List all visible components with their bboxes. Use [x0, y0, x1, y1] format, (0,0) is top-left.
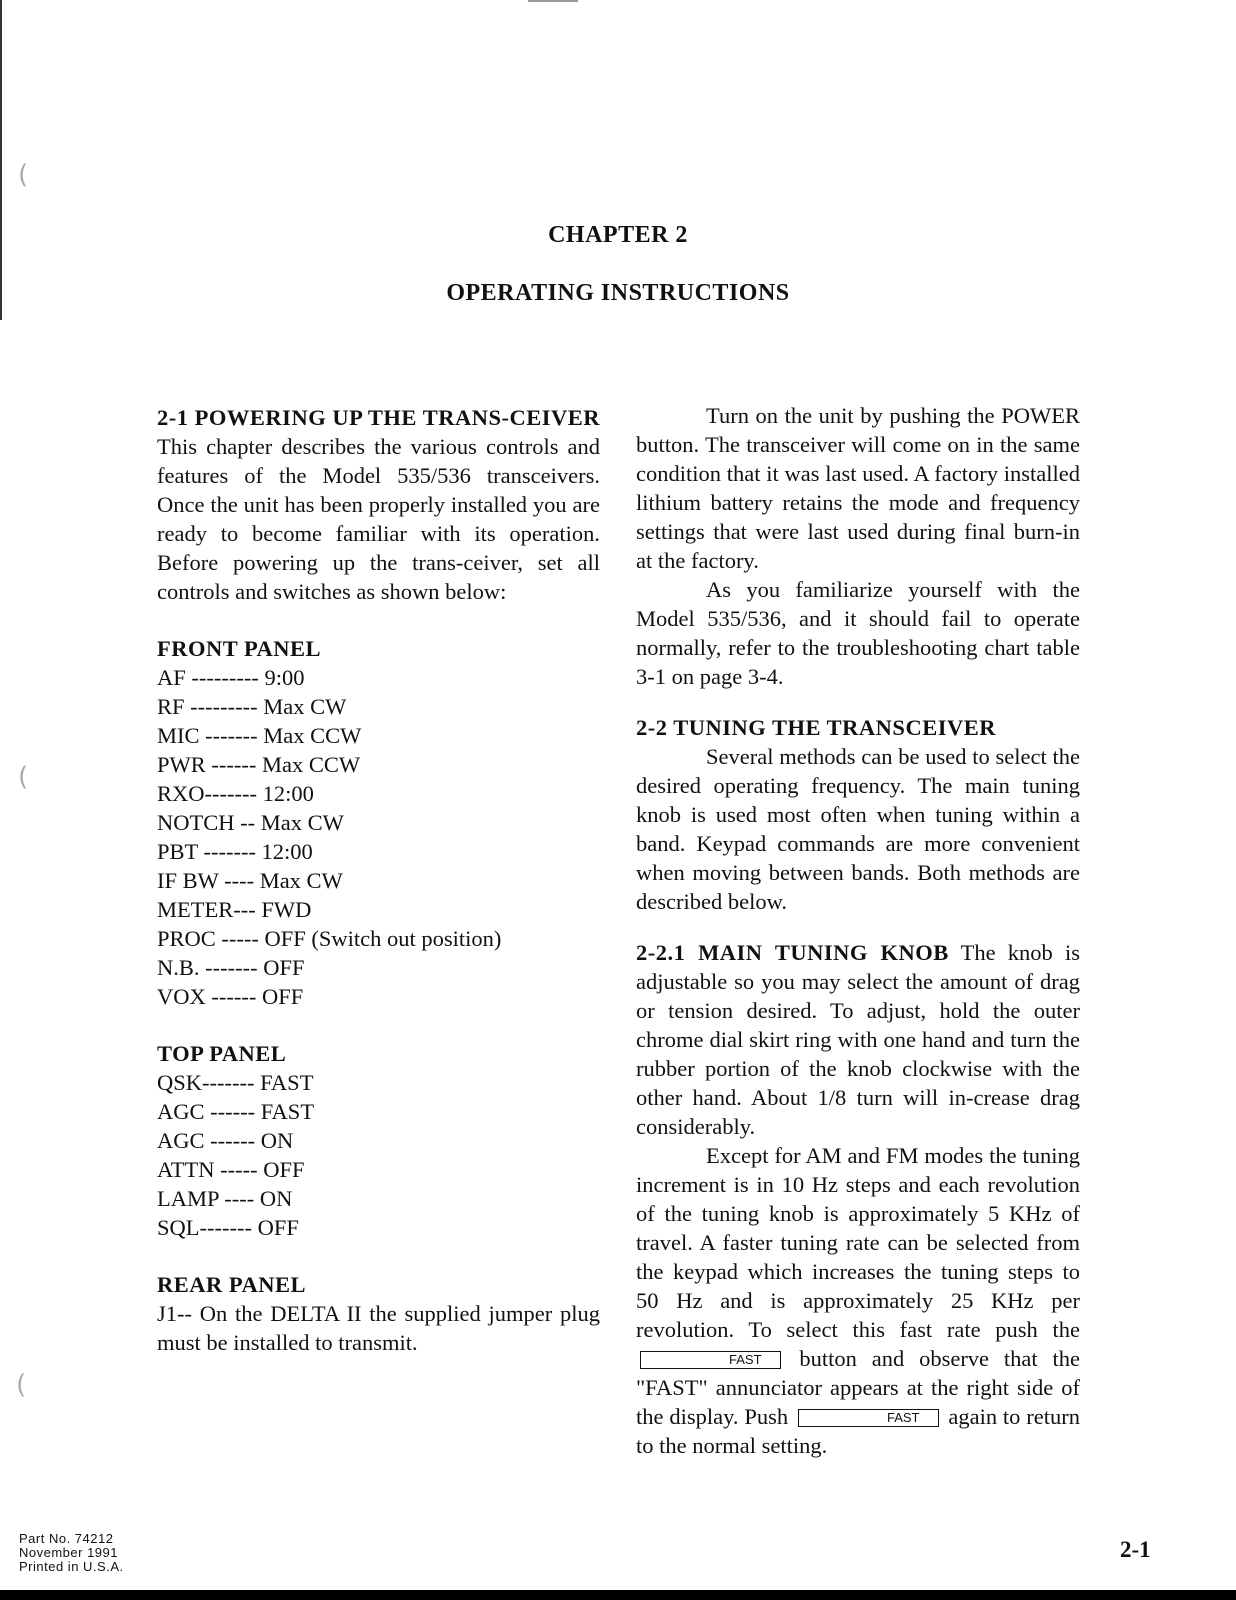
section-2-1-text: This chapter describes the various controls and features of the Model 535/536 transceivers. Once the unit has been properly installed you are ready to become familiar with its operation. Before powering up the trans-ceiver, set all controls and switches as shown below: [157, 434, 600, 604]
part-number: Part No. 74212 [19, 1531, 114, 1546]
binder-hole-mark: ( [18, 762, 29, 792]
part-info [19, 1532, 124, 1574]
tuning-increment-paragraph [636, 1141, 1080, 1460]
scan-edge-bottom [0, 1590, 1236, 1600]
top-panel-setting: SQL------- OFF [157, 1215, 299, 1240]
front-panel-setting: N.B. ------- OFF [157, 955, 305, 980]
page-number: 2-1 [1120, 1537, 1151, 1562]
front-panel-heading: FRONT PANEL [157, 636, 322, 661]
section-2-2-1-text: The knob is adjustable so you may select the amount of drag or tension desired. To adjust, hold the outer chrome dial skirt ring with one hand and turn the rubber portion of the knob clockwise with the other hand. About 1/8 turn will in-crease drag considerably. [636, 940, 1080, 1139]
section-2-1-heading: 2-1 POWERING UP THE TRANS-CEIVER [157, 405, 600, 430]
power-on-paragraph: Turn on the unit by pushing the POWER button. The transceiver will come on in the same condition that it was last used. A factory installed lithium battery retains the mode and frequency settings that were last used during final burn-in at the factory. [636, 403, 1080, 573]
scan-edge-left [0, 0, 2, 320]
front-panel-setting: PWR ------ Max CCW [157, 752, 361, 777]
front-panel-setting: PROC ----- OFF (Switch out position) [157, 926, 502, 951]
front-panel-setting: RXO------- 12:00 [157, 781, 314, 806]
top-panel-setting: QSK------- FAST [157, 1070, 314, 1095]
top-panel-setting: ATTN ----- OFF [157, 1157, 305, 1182]
top-panel-setting: AGC ------ ON [157, 1128, 294, 1153]
front-panel-setting: METER--- FWD [157, 897, 312, 922]
tuning-text-part-2: button and observe that the "FAST" annunciator appears at the right side of the display. Push [636, 1346, 1080, 1429]
front-panel-setting: MIC ------- Max CCW [157, 723, 362, 748]
top-panel-heading: TOP PANEL [157, 1041, 287, 1066]
front-panel-setting: NOTCH -- Max CW [157, 810, 344, 835]
binder-hole-mark: ( [18, 160, 29, 190]
scan-mark-top [528, 0, 578, 2]
section-2-2-1-heading: 2-2.1 MAIN TUNING KNOB [636, 940, 949, 965]
top-panel-setting: LAMP ---- ON [157, 1186, 293, 1211]
fast-key-illustration: FAST [640, 1351, 781, 1369]
front-panel-setting: AF --------- 9:00 [157, 665, 305, 690]
chapter-title: OPERATING INSTRUCTIONS [446, 280, 790, 306]
front-panel-setting: VOX ------ OFF [157, 984, 304, 1009]
troubleshooting-paragraph: As you familiarize yourself with the Model 535/536, and it should fail to operate normally, refer to the troubleshooting chart table 3-1 on page 3-4. [636, 577, 1080, 689]
rear-panel-heading: REAR PANEL [157, 1272, 306, 1297]
front-panel-setting: IF BW ---- Max CW [157, 868, 343, 893]
print-date: November 1991 [19, 1545, 118, 1560]
rear-panel-text: J1-- On the DELTA II the supplied jumper plug must be installed to transmit. [157, 1301, 600, 1355]
tuning-text-part-1: Except for AM and FM modes the tuning increment is in 10 Hz steps and each revolution of the tuning knob is approximately 5 KHz of travel. A faster tuning rate can be selected from the keypad which increases the tuning steps to 50 Hz and is approximately 25 KHz per revolution. To select this fast rate push the [636, 1143, 1080, 1342]
chapter-label: CHAPTER 2 [548, 222, 688, 248]
section-2-2-text: Several methods can be used to select the desired operating frequency. The main tuning knob is used most often when tuning within a band. Keypad commands are more convenient when moving between bands. Both methods are described below. [636, 744, 1080, 914]
fast-key-illustration: FAST [798, 1409, 939, 1427]
left-column [157, 403, 600, 1357]
top-panel-setting: AGC ------ FAST [157, 1099, 315, 1124]
section-2-2-heading: 2-2 TUNING THE TRANSCEIVER [636, 715, 996, 740]
binder-hole-mark: ( [16, 1370, 27, 1400]
section-2-2-1 [636, 938, 1080, 1141]
section-2-1 [157, 403, 600, 606]
front-panel-setting: PBT ------- 12:00 [157, 839, 313, 864]
right-column [636, 401, 1080, 1460]
front-panel-setting: RF --------- Max CW [157, 694, 347, 719]
tuning-text-part-3: again to return to the normal setting. [636, 1404, 1081, 1458]
printed-in: Printed in U.S.A. [19, 1559, 124, 1574]
